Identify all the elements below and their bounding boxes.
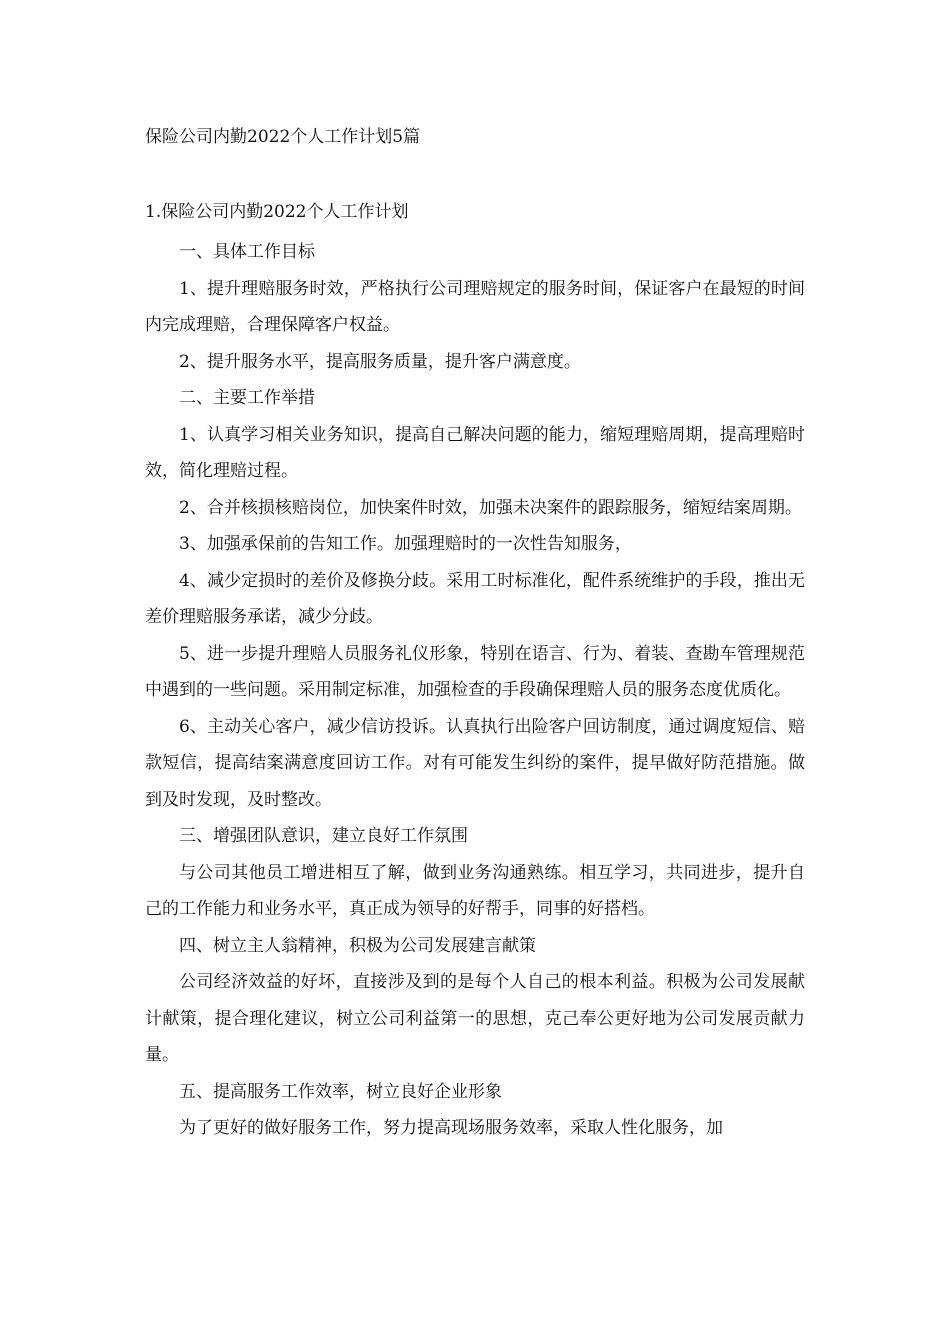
paragraph: 1、提升理赔服务时效，严格执行公司理赔规定的服务时间，保证客户在最短的时间内完成理赔，合理保障客户权益。 [145,278,805,335]
document-body [145,234,805,1147]
heading-ownership: 四、树立主人翁精神，积极为公司发展建言献策 [179,935,536,956]
paragraph: 3、加强承保前的告知工作。加强理赔时的一次性告知服务， [179,534,632,554]
heading-measures: 二、主要工作举措 [179,388,315,408]
paragraph: 6、主动关心客户，减少信访投诉。认真执行出险客户回访制度，通过调度短信、赔款短信，提高结案满意度回访工作。对有可能发生纠纷的案件，提早做好防范措施。做到及时发现，及时整改。 [145,716,805,810]
paragraph: 为了更好的做好服务工作，努力提高现场服务效率，采取人性化服务，加 [179,1118,723,1138]
heading-goals: 一、具体工作目标 [179,242,315,262]
paragraph: 2、提升服务水平，提高服务质量，提升客户满意度。 [179,351,581,372]
heading-efficiency: 五、提高服务工作效率，树立良好企业形象 [179,1081,502,1102]
paragraph: 5、进一步提升理赔人员服务礼仪形象，特别在语言、行为、着装、查勘车管理规范中遇到的一些问题。采用制定标准，加强检查的手段确保理赔人员的服务态度优质化。 [145,643,805,700]
section-title: 1.保险公司内勤2022个人工作计划 [145,202,409,222]
paragraph: 1、认真学习相关业务知识，提高自己解决问题的能力，缩短理赔周期，提高理赔时效，简化理赔过程。 [145,424,805,481]
paragraph: 2、合并核损核赔岗位，加快案件时效，加强未决案件的跟踪服务，缩短结案周期。 [179,497,802,518]
paragraph: 公司经济效益的好坏，直接涉及到的是每个人自己的根本利益。积极为公司发展献计献策，提合理化建议，树立公司利益第一的思想，克己奉公更好地为公司发展贡献力量。 [145,972,805,1065]
paragraph: 与公司其他员工增进相互了解，做到业务沟通熟练。相互学习，共同进步，提升自己的工作能力和业务水平，真正成为领导的好帮手，同事的好搭档。 [145,862,805,919]
paragraph: 4、减少定损时的差价及修换分歧。采用工时标准化，配件系统维护的手段，推出无差价理赔服务承诺，减少分歧。 [145,570,805,627]
heading-teamwork: 三、增强团队意识，建立良好工作氛围 [179,826,468,846]
document-title: 保险公司内勤2022个人工作计划5篇 [145,127,421,147]
